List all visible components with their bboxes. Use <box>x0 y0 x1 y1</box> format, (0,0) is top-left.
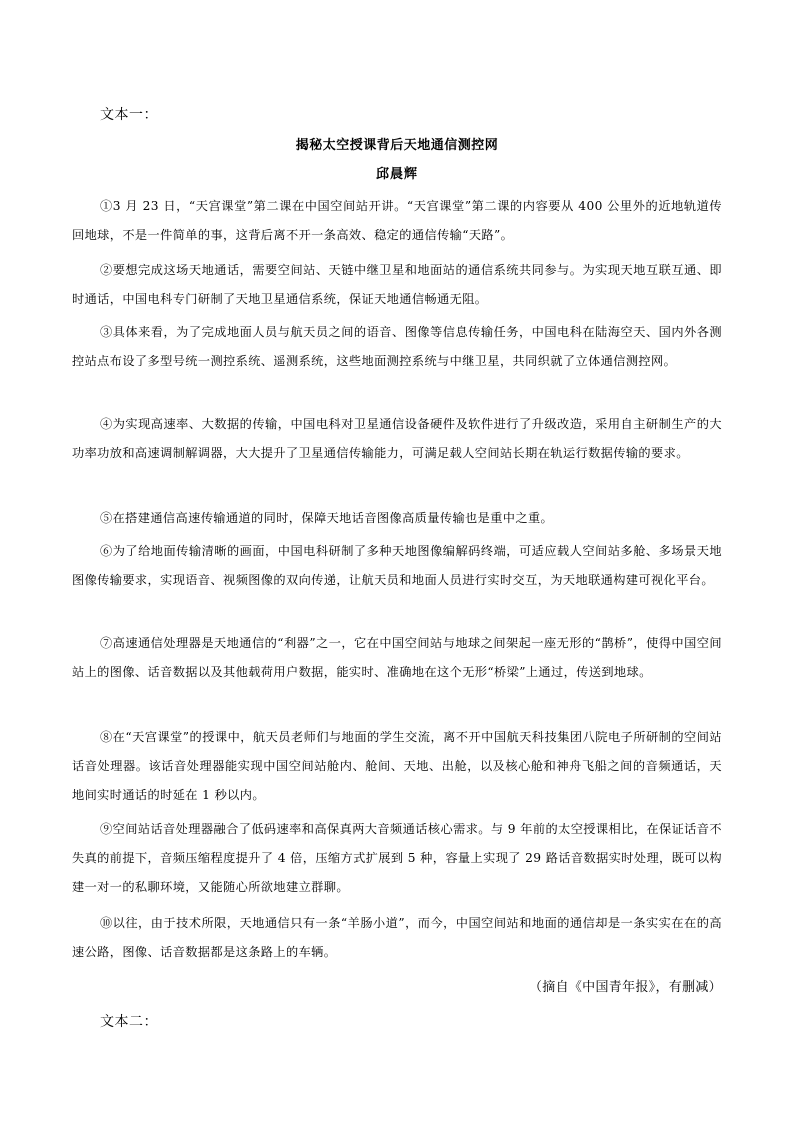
paragraph-2: ②要想完成这场天地通话，需要空间站、天链中继卫星和地面站的通信系统共同参与。为实现天地互联互通、即时通话，中国电科专门研制了天地卫星通信系统，保证天地通信畅通无阻。 <box>72 263 722 306</box>
paragraph-4: ④为实现高速率、大数据的传输，中国电科对卫星通信设备硬件及软件进行了升级改造，采用自主研制生产的大功率功放和高速调制解调器，大大提升了卫星通信传输能力，可满足载人空间站长期在轨运行数据传输的要求。 <box>72 417 722 460</box>
article-source: （摘自《中国青年报》，有删减） <box>528 980 722 995</box>
paragraph-3: ③具体来看，为了完成地面人员与航天员之间的语音、图像等信息传输任务，中国电科在陆海空天、国内外各测控站点布设了多型号统一测控系统、遥测系统，这些地面测控系统与中继卫星，共同织就了立体通信测控网。 <box>72 325 722 368</box>
text1-label: 文本一： <box>100 107 158 123</box>
paragraph-9: ⑨空间站话音处理器融合了低码速率和高保真两大音频通话核心需求。与 9 年前的太空授课相比，在保证话音不失真的前提下，音频压缩程度提升了 4 倍，压缩方式扩展到 5 种，容量上实现了 29 路话音数据实时处理，既可以构建一对一的私聊环境，又能随心所欲地建立群聊。 <box>72 822 722 894</box>
paragraph-10: ⑩以往，由于技术所限，天地通信只有一条“羊肠小道”，而今，中国空间站和地面的通信却是一条实实在在的高速公路，图像、话音数据都是这条路上的车辆。 <box>72 916 722 959</box>
paragraph-7: ⑦高速通信处理器是天地通信的“利器”之一，它在中国空间站与地球之间架起一座无形的“鹊桥”，使得中国空间站上的图像、话音数据以及其他载荷用户数据，能实时、准确地在这个无形“桥梁”上通过，传送到地球。 <box>72 636 722 679</box>
paragraph-5: ⑤在搭建通信高速传输通道的同时，保障天地话音图像高质量传输也是重中之重。 <box>100 511 554 525</box>
text2-label: 文本二： <box>100 1014 158 1030</box>
article-author: 邱晨辉 <box>375 167 418 182</box>
paragraph-1: ①3 月 23 日，“天宫课堂”第二课在中国空间站开讲。“天宫课堂”第二课的内容要从 400 公里外的近地轨道传回地球，不是一件简单的事，这背后离不开一条高效、稳定的通信传输“天路”。 <box>72 199 722 242</box>
paragraph-6: ⑥为了给地面传输清晰的画面，中国电科研制了多种天地图像编解码终端，可适应载人空间站多舱、多场景天地图像传输要求，实现语音、视频图像的双向传递，让航天员和地面人员进行实时交互，为天地联通构建可视化平台。 <box>72 544 722 587</box>
article-title: 揭秘太空授课背后天地通信测控网 <box>295 138 499 153</box>
paragraph-8: ⑧在“天宫课堂”的授课中，航天员老师们与地面的学生交流，离不开中国航天科技集团八院电子所研制的空间站话音处理器。该话音处理器能实现中国空间站舱内、舱间、天地、出舱，以及核心舱和神舟飞船之间的音频通话，天地间实时通话的时延在 1 秒以内。 <box>72 730 722 802</box>
